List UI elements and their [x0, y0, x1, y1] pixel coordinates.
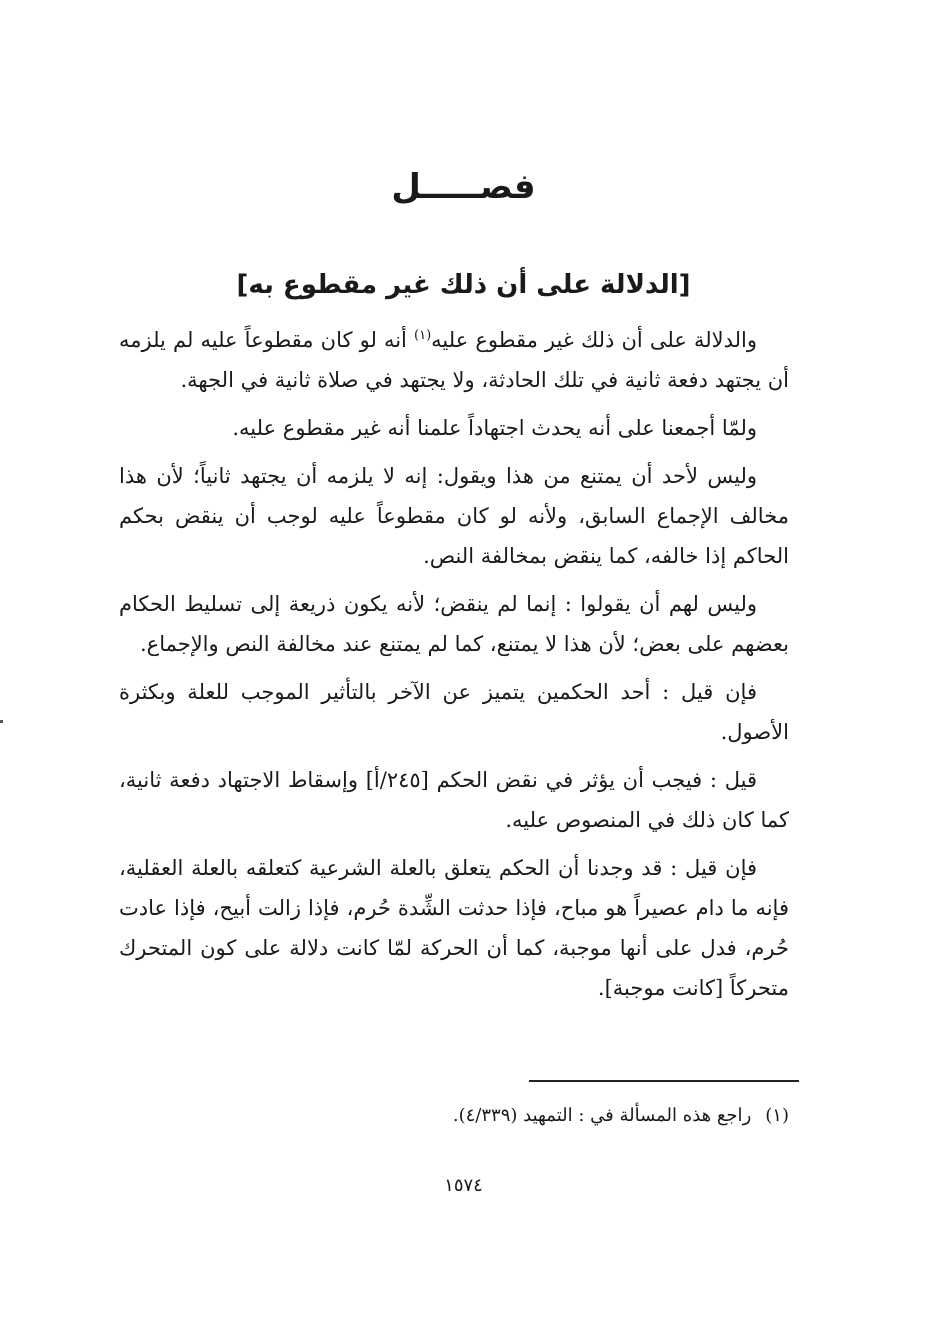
paragraph-1-end: أنه لو كان مقطوعاً عليه لم يلزمه أن يجتهد دفعة ثانية في تلك الحادثة، ولا يجتهد في صلاة ثانية في الجهة. — [119, 328, 789, 392]
scan-speck — [0, 720, 3, 723]
paragraph-4: وليس لهم أن يقولوا : إنما لم ينقض؛ لأنه يكون ذريعة إلى تسليط الحكام بعضهم على بعض؛ لأن هذا لا يمتنع، كما لم يمتنع عند مخالفة النص والإجماع. — [119, 592, 789, 656]
paragraph-7: فإن قيل : قد وجدنا أن الحكم يتعلق بالعلة الشرعية كتعلقه بالعلة العقلية، فإنه ما دام عصيراً هو مباح، فإذا حدثت الشِّدة حُرم، فإذا زالت أبيح، فإذا عادت حُرم، فدل على أنها موجبة، كما أن الحركة لمّا كانت دلالة على كون المتحرك متحركاً [كانت موجبة]. — [119, 856, 789, 1000]
footnote-divider — [529, 1080, 799, 1082]
paragraph-1 — [119, 320, 789, 400]
paragraph-3: وليس لأحد أن يمتنع من هذا ويقول: إنه لا يلزمه أن يجتهد ثانياً؛ لأن هذا مخالف الإجماع السابق، ولأنه لو كان مقطوعاً عليه لوجب أن ينقض بحكم الحاكم إذا خالفه، كما ينقض بمخالفة النص. — [119, 464, 789, 568]
paragraph-2: ولمّا أجمعنا على أنه يحدث اجتهاداً علمنا أنه غير مقطوع عليه. — [232, 416, 757, 440]
paragraph-6: قيل : فيجب أن يؤثر في نقض الحكم [٢٤٥/أ] وإسقاط الاجتهاد دفعة ثانية، كما كان ذلك في المنصوص عليه. — [119, 768, 789, 832]
paragraph-5: فإن قيل : أحد الحكمين يتميز عن الآخر بالتأثير الموجب للعلة وبكثرة الأصول. — [119, 680, 789, 744]
section-heading: [الدلالة على أن ذلك غير مقطوع به] — [236, 270, 691, 300]
body-text — [119, 320, 789, 1016]
footnote-number: (١) — [765, 1105, 789, 1126]
page-number: ١٥٧٤ — [444, 1175, 483, 1196]
paragraph-1-start: والدلالة على أن ذلك غير مقطوع عليه — [431, 328, 758, 352]
chapter-heading: فصـــــل — [391, 167, 536, 207]
footnote — [119, 1100, 789, 1132]
footnote-text: راجع هذه المسألة في : التمهيد (٤/٣٣٩). — [452, 1105, 752, 1126]
footnote-reference[interactable]: (١) — [414, 328, 432, 343]
